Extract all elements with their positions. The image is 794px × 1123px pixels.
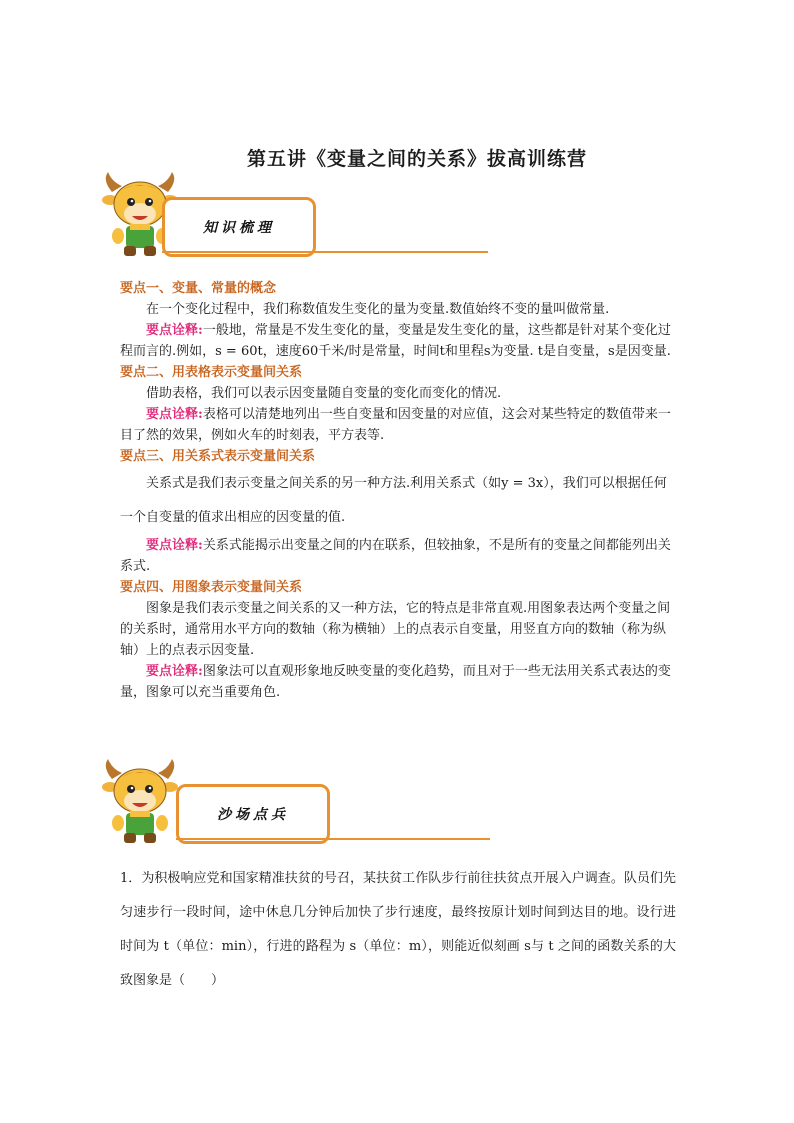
section-note [120,404,675,446]
note-label: 要点诠释: [146,407,203,422]
section-note [120,320,675,362]
note-text: 关系式能揭示出变量之间的内在联系，但较抽象，不是所有的变量之间都能列出关系式. [120,538,671,574]
page-title: 第五讲《变量之间的关系》拔高训练营 [246,148,587,170]
banner-practice [100,757,500,857]
banner-underline [162,251,488,253]
note-label: 要点诠释: [146,538,203,553]
note-label: 要点诠释: [146,323,203,338]
note-label: 要点诠释: [146,664,203,679]
note-text: 表格可以清楚地列出一些自变量和因变量的对应值，这会对某些特定的数值带来一目了然的效果，例如火车的时刻表，平方表等. [120,407,671,443]
banner-underline [176,838,490,840]
banner-label: 沙场点兵 [176,784,330,844]
section-note [120,661,675,703]
section-heading: 要点二、用表格表示变量间关系 [120,365,303,380]
note-text: 一般地，常量是不发生变化的量，变量是发生变化的量，这些都是针对某个变化过程而言的.例如，s = 60t，速度60千米/时是常量，时间t和里程s为变量. t是自变量，s是因变量. [120,323,671,359]
section-body: 借助表格，我们可以表示因变量随自变量的变化而变化的情况. [146,386,502,401]
banner-label: 知识梳理 [162,197,316,257]
section-body: 关系式是我们表示变量之间关系的另一种方法.利用关系式（如y = 3x），我们可以根据任何一个自变量的值求出相应的因变量的值. [120,476,667,525]
section-heading: 要点三、用关系式表示变量间关系 [120,449,316,464]
question-1: 1．为积极响应党和国家精准扶贫的号召，某扶贫工作队步行前往扶贫点开展入户调查。队员们先匀速步行一段时间，途中休息几分钟后加快了步行速度，最终按原计划时间到达目的地。设行进时间为 t（单位：min），行进的路程为 s（单位：m），则能近似刻画 s与 t 之间的函数关系的大致图象是（ ） [120,871,676,988]
banner-knowledge [100,170,500,270]
cartoon-ox-icon [100,757,180,847]
section-heading: 要点一、变量、常量的概念 [120,281,277,296]
section-body: 图象是我们表示变量之间关系的又一种方法，它的特点是非常直观.用图象表达两个变量之间的关系时，通常用水平方向的数轴（称为横轴）上的点表示自变量，用竖直方向的数轴（称为纵轴）上的点表示因变量. [120,601,671,658]
note-text: 图象法可以直观形象地反映变量的变化趋势，而且对于一些无法用关系式表达的变量，图象可以充当重要角色. [120,664,671,700]
section-note [120,535,675,577]
knowledge-content [120,278,675,703]
section-body: 在一个变化过程中，我们称数值发生变化的量为变量.数值始终不变的量叫做常量. [146,302,610,317]
section-heading: 要点四、用图象表示变量间关系 [120,580,303,595]
